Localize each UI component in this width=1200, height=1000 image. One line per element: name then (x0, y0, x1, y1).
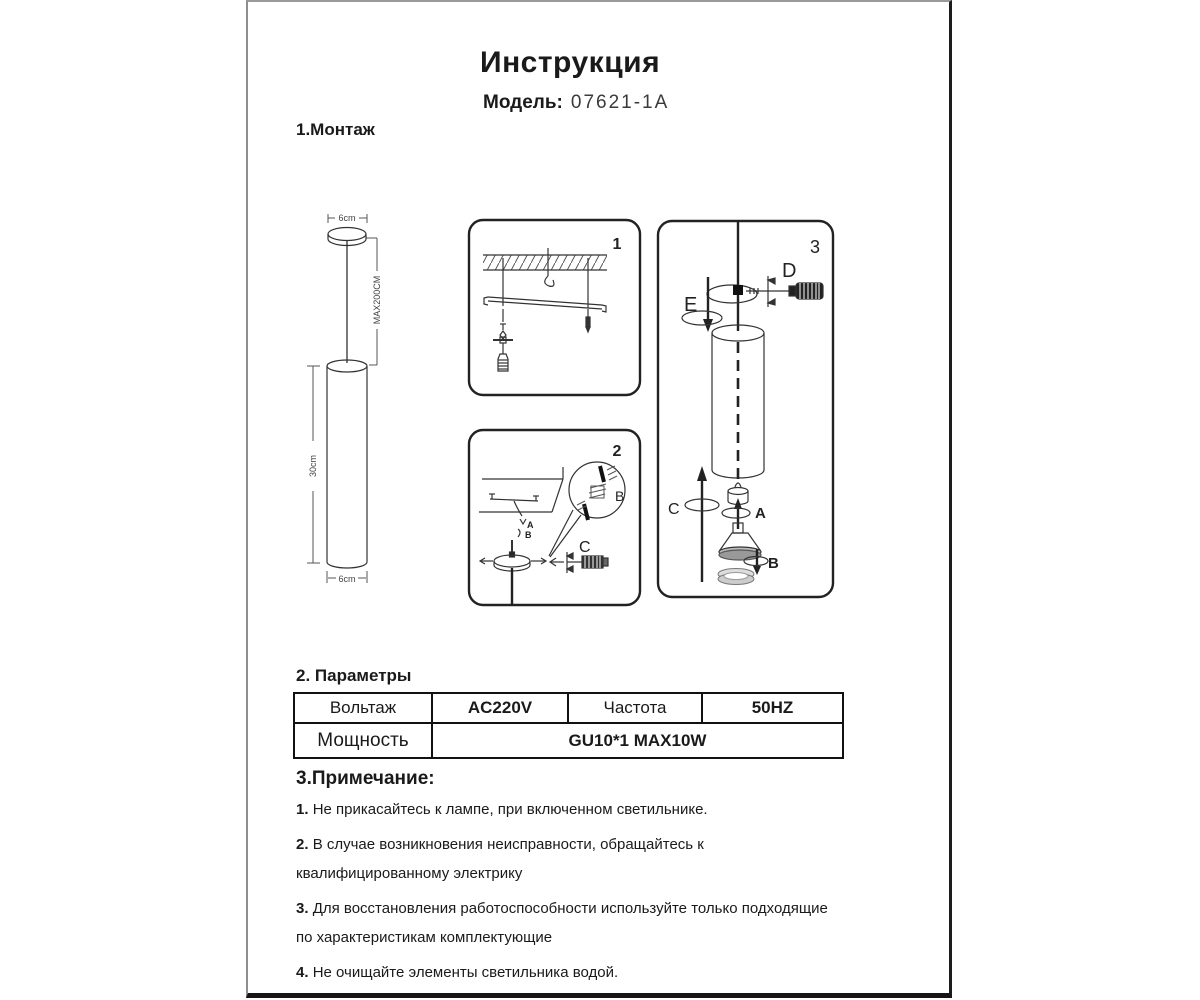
table-row (294, 693, 843, 723)
rotate-e-label: E (684, 294, 698, 316)
note-item-4 (296, 958, 844, 987)
note-number: 3. (296, 900, 309, 917)
section-montage-heading: 1.Монтаж (296, 120, 375, 139)
trim-ring-drawing (718, 569, 754, 585)
power-value-cell: GU10*1 MAX10W (432, 723, 843, 758)
table-row (294, 723, 843, 758)
notes-list (296, 795, 844, 993)
dim-cable-length-label: MAX200CM (372, 275, 382, 325)
step3-diagram (656, 219, 835, 599)
note-text: В случае возникновения неисправности, обращайтесь к квалифицированному электрику (296, 836, 704, 882)
section-params-heading: 2. Параметры (296, 666, 412, 685)
step1-diagram (467, 218, 642, 397)
voltage-label-cell: Вольтаж (294, 693, 432, 723)
screw-c-label: C (579, 539, 591, 556)
frequency-value-cell: 50HZ (702, 693, 843, 723)
socket-a-label: A (755, 505, 766, 522)
note-number: 2. (296, 836, 309, 853)
note-item-3 (296, 894, 844, 952)
page-title: Инструкция (480, 46, 661, 79)
note-text: Не очищайте элементы светильника водой. (312, 964, 619, 981)
note-item-1 (296, 795, 844, 824)
wire-b-label: B (525, 530, 532, 540)
frequency-label-cell: Частота (568, 693, 702, 723)
note-number: 4. (296, 964, 309, 981)
note-item-2 (296, 830, 844, 888)
step1-number: 1 (612, 236, 622, 253)
note-number: 1. (296, 801, 309, 818)
step2-diagram (467, 428, 642, 607)
step3-frame (658, 221, 833, 597)
model-line (483, 92, 669, 114)
driver-d-label: D (782, 260, 797, 282)
step2-number: 2 (612, 443, 622, 460)
model-label: Модель: (483, 92, 563, 113)
ring-b-label: B (768, 555, 779, 572)
pendant-lamp-drawing (327, 228, 367, 569)
dim-bottom-width-label: 6cm (338, 574, 356, 584)
instruction-sheet (246, 0, 952, 998)
dim-top-width-label: 6cm (338, 213, 356, 223)
step3-number: 3 (810, 237, 821, 257)
note-text: Для восстановления работоспособности используйте только подходящие по характеристикам комплектующие (296, 900, 828, 946)
voltage-value-cell: AC220V (432, 693, 568, 723)
pendant-dimensions-diagram (295, 205, 405, 605)
terminal-b-label: B (615, 488, 625, 504)
rotate-c-label: C (668, 501, 680, 518)
model-number: 07621-1A (570, 92, 670, 113)
power-label-cell: Мощность (294, 723, 432, 758)
wire-a-label: A (527, 520, 534, 530)
parameters-table (293, 692, 844, 759)
section-notes-heading: 3.Примечание: (296, 768, 435, 789)
note-text: Не прикасайтесь к лампе, при включенном светильнике. (312, 801, 708, 818)
dim-body-height-label: 30cm (308, 454, 318, 478)
